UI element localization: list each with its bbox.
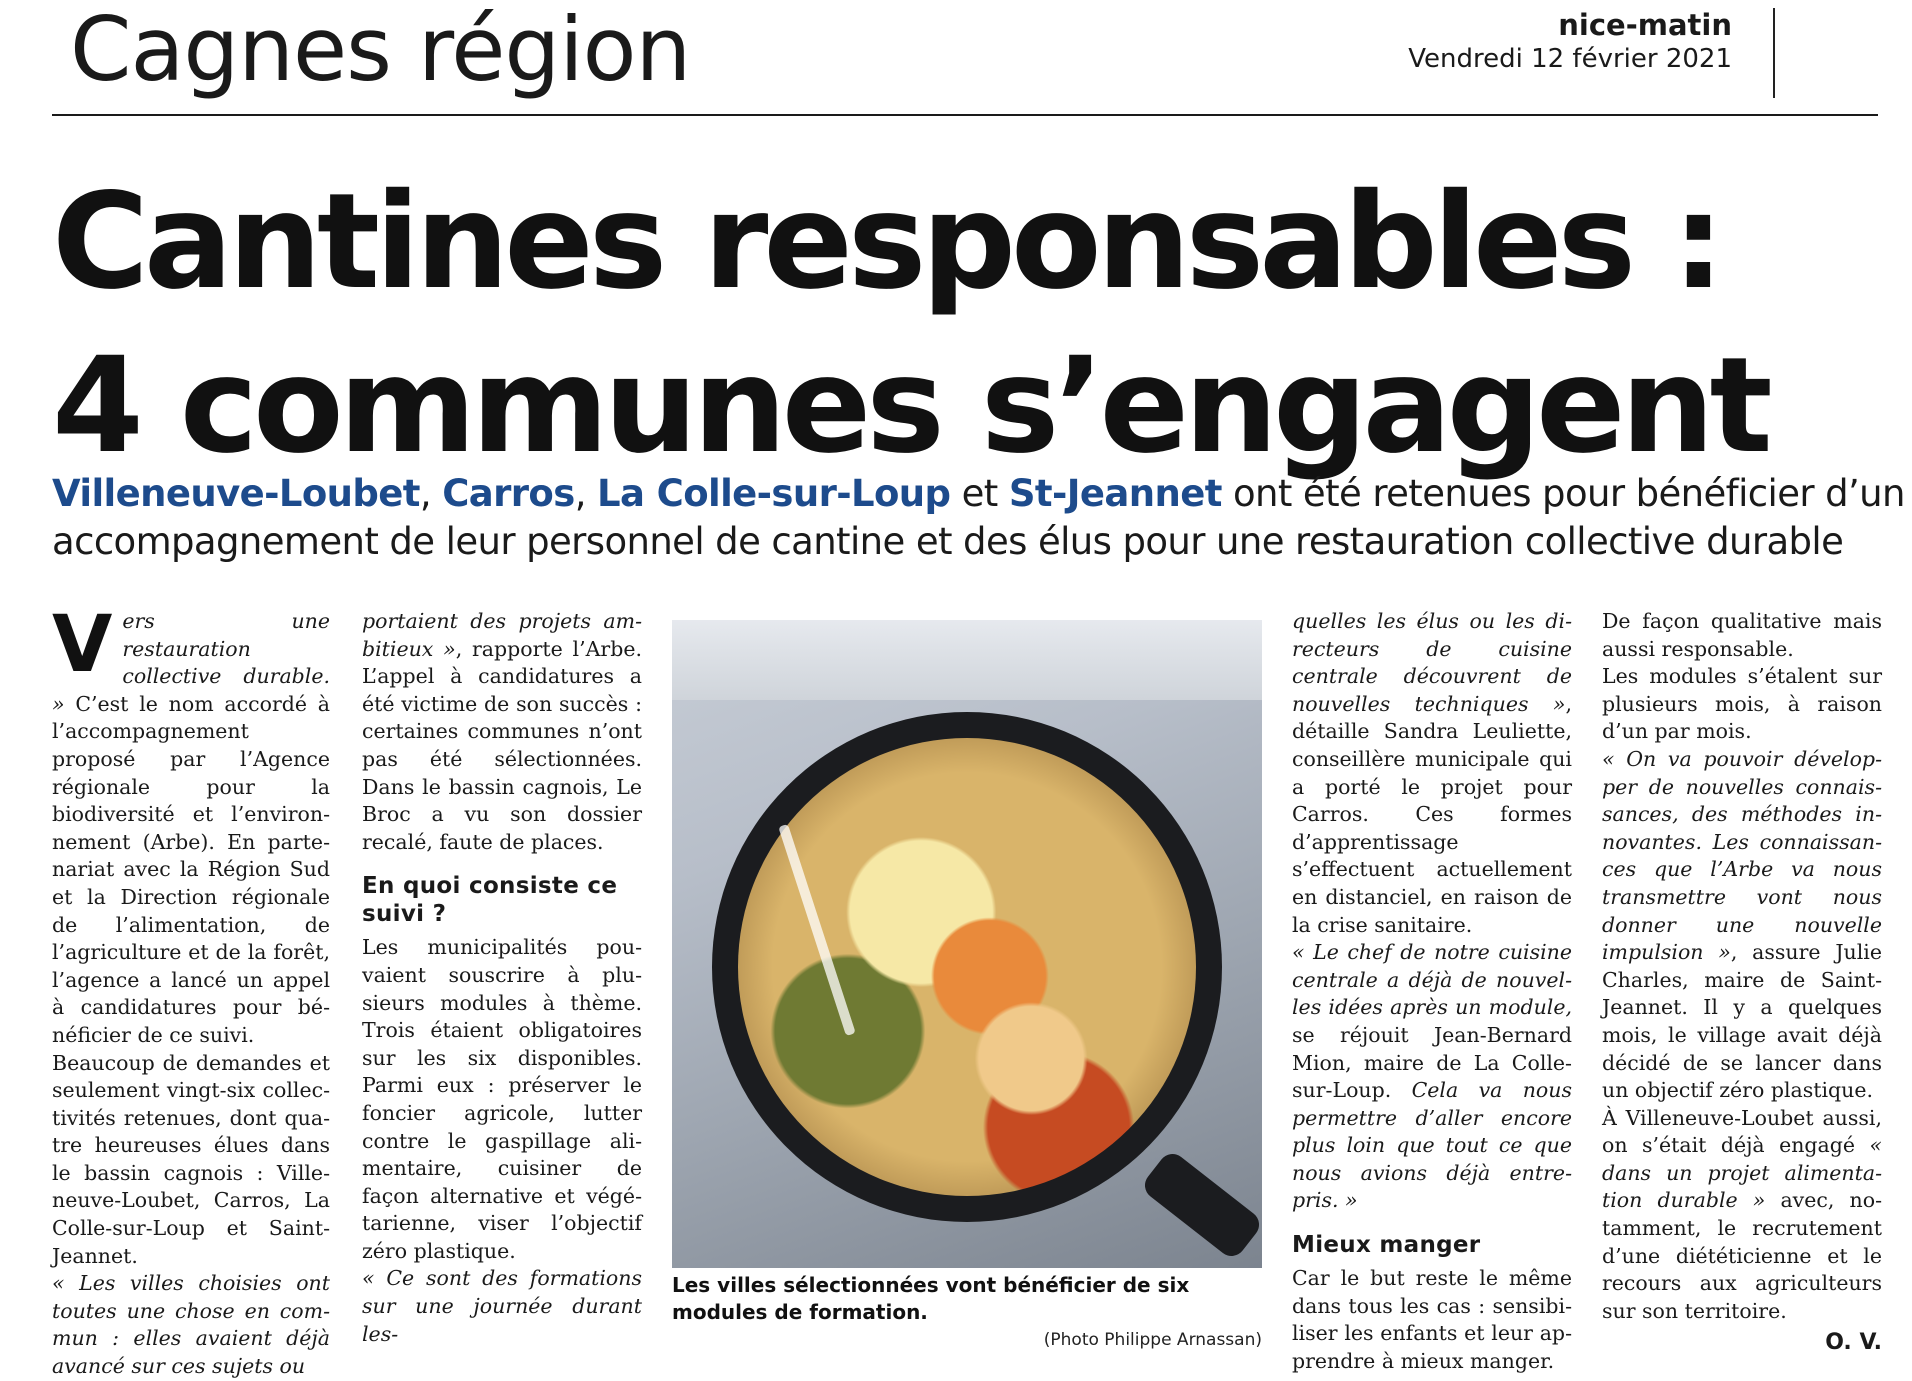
photo-caption: Les villes sélectionnées vont bénéficier de six modules de formation. xyxy=(672,1273,1190,1324)
magnifier-handle xyxy=(1139,1148,1262,1261)
brand-name: nice-matin xyxy=(1558,8,1732,42)
deck-city: St-Jeannet xyxy=(1008,472,1222,515)
masthead xyxy=(1408,8,1732,76)
body-text: avec, notamment, le recrutement d’une diététicienne et le recours aux agriculteurs sur son territoire. xyxy=(1602,1188,1882,1323)
issue-date: Vendredi 12 février 2021 xyxy=(1408,44,1732,74)
drop-cap: V xyxy=(52,600,113,690)
section-title: Cagnes région xyxy=(70,0,691,101)
deck-separator: et xyxy=(950,472,1009,515)
body-text: se réjouit Jean-Bernard Mion, maire de La Colle-sur-Loup. xyxy=(1292,1022,1572,1103)
quote-text: Cela va nous permettre d’aller encore plus loin que tout ce que nous avions déjà entrepris. » xyxy=(1292,1078,1572,1213)
body-text: , assure Julie Charles, maire de Saint-Jeannet. Il y a quelques mois, le village avait déjà décidé de se lancer dans un objectif zéro plastique. xyxy=(1602,940,1882,1103)
quote-text: « dans un projet alimentation durable » xyxy=(1602,1133,1882,1213)
article-column-3 xyxy=(1292,608,1572,1375)
subheading: Mieux manger xyxy=(1292,1232,1481,1259)
headline-line-2: 4 communes s’engagent xyxy=(52,329,1768,483)
photo-credit: (Photo Philippe Arnassan) xyxy=(1043,1330,1262,1350)
quote-text: ers une restauration collective durable. » xyxy=(52,609,330,716)
body-text: , rapporte l’Arbe. L’appel à candidatures a été victime de son succès : certaines communes n’ont pas été sélectionnées. Dans le bassin cagnois, Le Broc a vu son dossier recalé, faute de places. xyxy=(362,636,642,854)
deck-city: La Colle-sur-Loup xyxy=(597,472,951,515)
masthead-divider xyxy=(1773,8,1775,98)
deck-text: ont été retenues pour bénéficier d’un xyxy=(1221,472,1905,515)
headline-line-1: Cantines responsables : xyxy=(52,165,1720,319)
deck-line-2: accompagnement de leur personnel de cantine et des élus pour une restauration collective durable xyxy=(52,520,1844,563)
paragraph: Beaucoup de demandes et seulement vingt-six collectivités retenues, dont quatre heureuses élues dans le bassin cagnois : Villeneuve-Loubet, Carros, La Colle-sur-Loup et Saint-Jeannet. xyxy=(52,1050,330,1268)
quote-text: « Le chef de notre cuisine centrale a déjà de nouvelles idées après un module, xyxy=(1292,940,1572,1020)
quote-text: « On va pouvoir développer de nouvelles connaissances, des méthodes innovantes. Les connaissances que l’Arbe va nous transmettre vont nous donner une nouvelle impulsion » xyxy=(1602,746,1882,965)
deck-line-1 xyxy=(52,470,1905,518)
paragraph: Les modules s’étalent sur plusieurs mois, à raison d’un par mois. xyxy=(1602,664,1882,744)
deck xyxy=(52,470,1905,566)
deck-separator: , xyxy=(574,472,598,515)
paragraph xyxy=(362,608,642,856)
paragraph: De façon qualitative mais aussi responsable. xyxy=(1602,609,1882,661)
magnified-food xyxy=(738,738,1196,1196)
deck-city: Carros xyxy=(442,472,575,515)
headline xyxy=(52,160,1892,488)
subheading: En quoi consiste ce suivi ? xyxy=(362,873,618,928)
body-text: À Villeneuve-Loubet aussi, on s’était déjà engagé xyxy=(1602,1105,1882,1158)
article-column-2 xyxy=(362,608,642,1348)
body-text: , détaille Sandra Leuliette, conseillère municipale qui a porté le projet pour Carros. Ces formes d’apprentissage s’effectuent actuellement en distanciel, en raison de la crise sanitaire. xyxy=(1292,691,1572,937)
paragraph xyxy=(1292,939,1572,1215)
quote-text: quelles les élus ou les directeurs de cuisine centrale découvrent de nouvelles techniques » xyxy=(1292,609,1572,716)
article-column-4 xyxy=(1602,608,1882,1357)
deck-separator: , xyxy=(419,472,443,515)
header-rule xyxy=(52,114,1878,116)
quote-text: portaient des projets ambitieux » xyxy=(362,609,642,661)
paragraph: Car le but reste le même dans tous les cas : sensibiliser les enfants et leur apprendre à mieux manger. xyxy=(1292,1266,1572,1373)
paragraph: « Les villes choisies ont toutes une chose en commun : elles avaient déjà avancé sur ces sujets ou xyxy=(52,1271,330,1379)
paragraph xyxy=(1602,746,1882,1105)
paragraph xyxy=(1602,1105,1882,1326)
deck-city: Villeneuve-Loubet xyxy=(52,472,420,515)
article-photo xyxy=(672,620,1262,1268)
article-column-1 xyxy=(52,600,330,1381)
body-text: C’est le nom accordé à l’accompagnement proposé par l’Agence régionale pour la biodiversité et l’environnement (Arbe). En partenariat avec la Région Sud et la Direction régionale de l’alimentation, de l’agriculture et de la forêt, l’agence a lancé un appel à candidatures pour bénéficier de ce suivi. xyxy=(52,691,330,1047)
paragraph xyxy=(52,600,330,1050)
paragraph: Les municipalités pouvaient souscrire à plusieurs modules à thème. Trois étaient obligatoires sur les six disponibles. Parmi eux : préserver le foncier agricole, lutter contre le gaspillage alimentaire, cuisiner de façon alternative et végétarienne, viser l’objectif zéro plastique. xyxy=(362,935,642,1263)
paragraph: « Ce sont des formations sur une journée durant les- xyxy=(362,1266,642,1346)
paragraph xyxy=(1292,608,1572,939)
photo-table xyxy=(672,620,1262,700)
author-signature: O. V. xyxy=(1825,1330,1882,1356)
